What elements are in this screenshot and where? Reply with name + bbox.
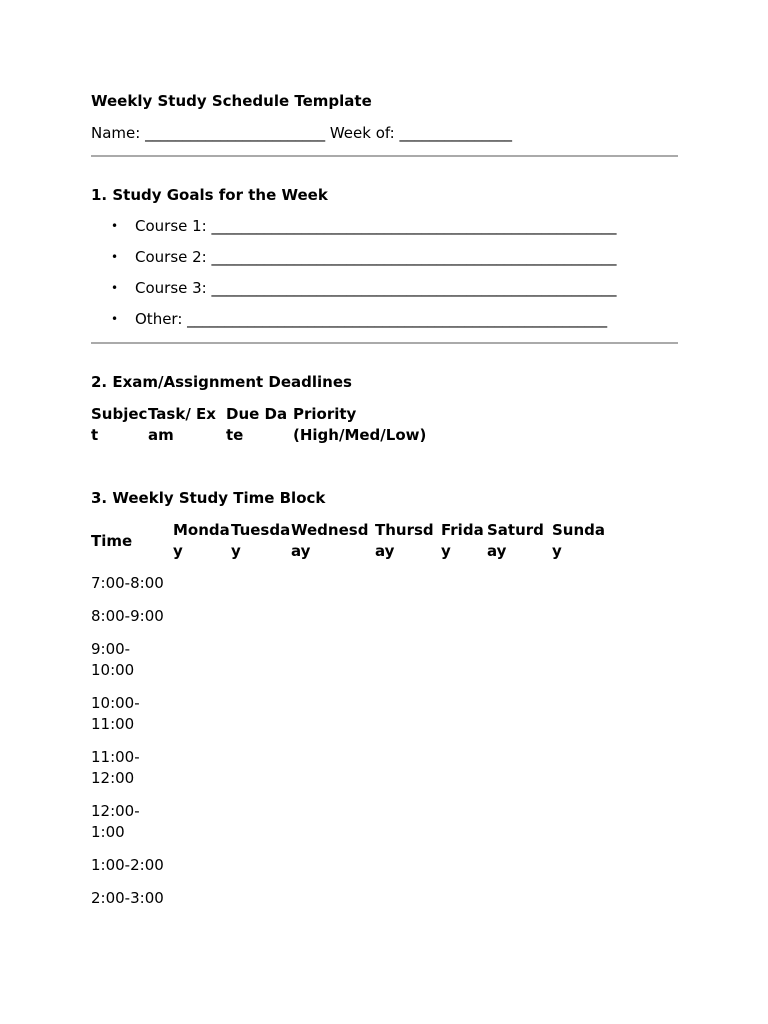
deadlines-header-row bbox=[91, 404, 443, 446]
time-row bbox=[91, 801, 608, 855]
time-row-cells bbox=[173, 747, 608, 801]
deadlines-heading: 2. Exam/Assignment Deadlines bbox=[91, 373, 352, 391]
time-slot-label: 10:00-11:00 bbox=[91, 694, 140, 733]
goal-text: Course 1: ______________________________________________________ bbox=[135, 217, 617, 235]
time-row bbox=[91, 563, 608, 606]
study-goals-heading: 1. Study Goals for the Week bbox=[91, 186, 328, 204]
column-header-subject: Subject bbox=[91, 405, 148, 444]
goal-text: Course 3: ______________________________________________________ bbox=[135, 279, 617, 297]
column-header-time: Time bbox=[91, 532, 133, 550]
time-row-cells bbox=[173, 639, 608, 693]
column-header-task-exam: Task/ Exam bbox=[148, 405, 216, 444]
time-row bbox=[91, 693, 608, 747]
time-row-cells bbox=[173, 563, 608, 606]
time-row bbox=[91, 747, 608, 801]
time-row bbox=[91, 606, 608, 639]
bullet-icon: • bbox=[111, 312, 119, 326]
column-header-tuesday: Tuesday bbox=[231, 521, 291, 560]
divider bbox=[91, 342, 678, 344]
time-row-cells bbox=[173, 606, 608, 639]
column-header-due-date: Due Date bbox=[226, 405, 288, 444]
goal-item-other bbox=[91, 308, 617, 339]
time-block-table bbox=[91, 520, 608, 921]
time-row-cells bbox=[173, 801, 608, 855]
time-row-cells bbox=[173, 855, 608, 888]
column-header-sunday: Sunday bbox=[552, 521, 606, 560]
column-header-thursday: Thursday bbox=[375, 521, 434, 560]
time-slot-label: 12:00-1:00 bbox=[91, 802, 140, 841]
goal-item-course-2 bbox=[91, 246, 617, 277]
goal-item-course-3 bbox=[91, 277, 617, 308]
time-row-cells bbox=[173, 693, 608, 747]
time-row bbox=[91, 855, 608, 888]
time-block-heading: 3. Weekly Study Time Block bbox=[91, 489, 326, 507]
time-row-cells bbox=[173, 888, 608, 921]
time-row bbox=[91, 639, 608, 693]
column-header-wednesday: Wednesday bbox=[291, 521, 369, 560]
time-row bbox=[91, 888, 608, 921]
bullet-icon: • bbox=[111, 281, 119, 295]
goal-text: Course 2: ______________________________________________________ bbox=[135, 248, 617, 266]
time-slot-label: 8:00-9:00 bbox=[91, 607, 164, 625]
deadlines-table bbox=[91, 404, 443, 446]
time-slot-label: 1:00-2:00 bbox=[91, 856, 164, 874]
column-header-monday: Monday bbox=[173, 521, 230, 560]
column-header-friday: Friday bbox=[441, 521, 484, 560]
study-goals-list bbox=[91, 215, 617, 339]
time-slot-label: 2:00-3:00 bbox=[91, 889, 164, 907]
time-slot-label: 9:00-10:00 bbox=[91, 640, 135, 679]
document-title: Weekly Study Schedule Template bbox=[91, 92, 372, 110]
time-slot-label: 7:00-8:00 bbox=[91, 574, 164, 592]
bullet-icon: • bbox=[111, 219, 119, 233]
name-week-line: Name: ________________________ Week of: _______________ bbox=[91, 124, 512, 142]
column-header-priority: Priority (High/Med/Low) bbox=[293, 405, 427, 444]
time-slot-label: 11:00-12:00 bbox=[91, 748, 140, 787]
column-header-saturday: Saturday bbox=[487, 521, 544, 560]
goal-text: Other: ________________________________________________________ bbox=[135, 310, 608, 328]
time-block-header-row bbox=[91, 520, 608, 563]
bullet-icon: • bbox=[111, 250, 119, 264]
goal-item-course-1 bbox=[91, 215, 617, 246]
divider bbox=[91, 155, 678, 157]
